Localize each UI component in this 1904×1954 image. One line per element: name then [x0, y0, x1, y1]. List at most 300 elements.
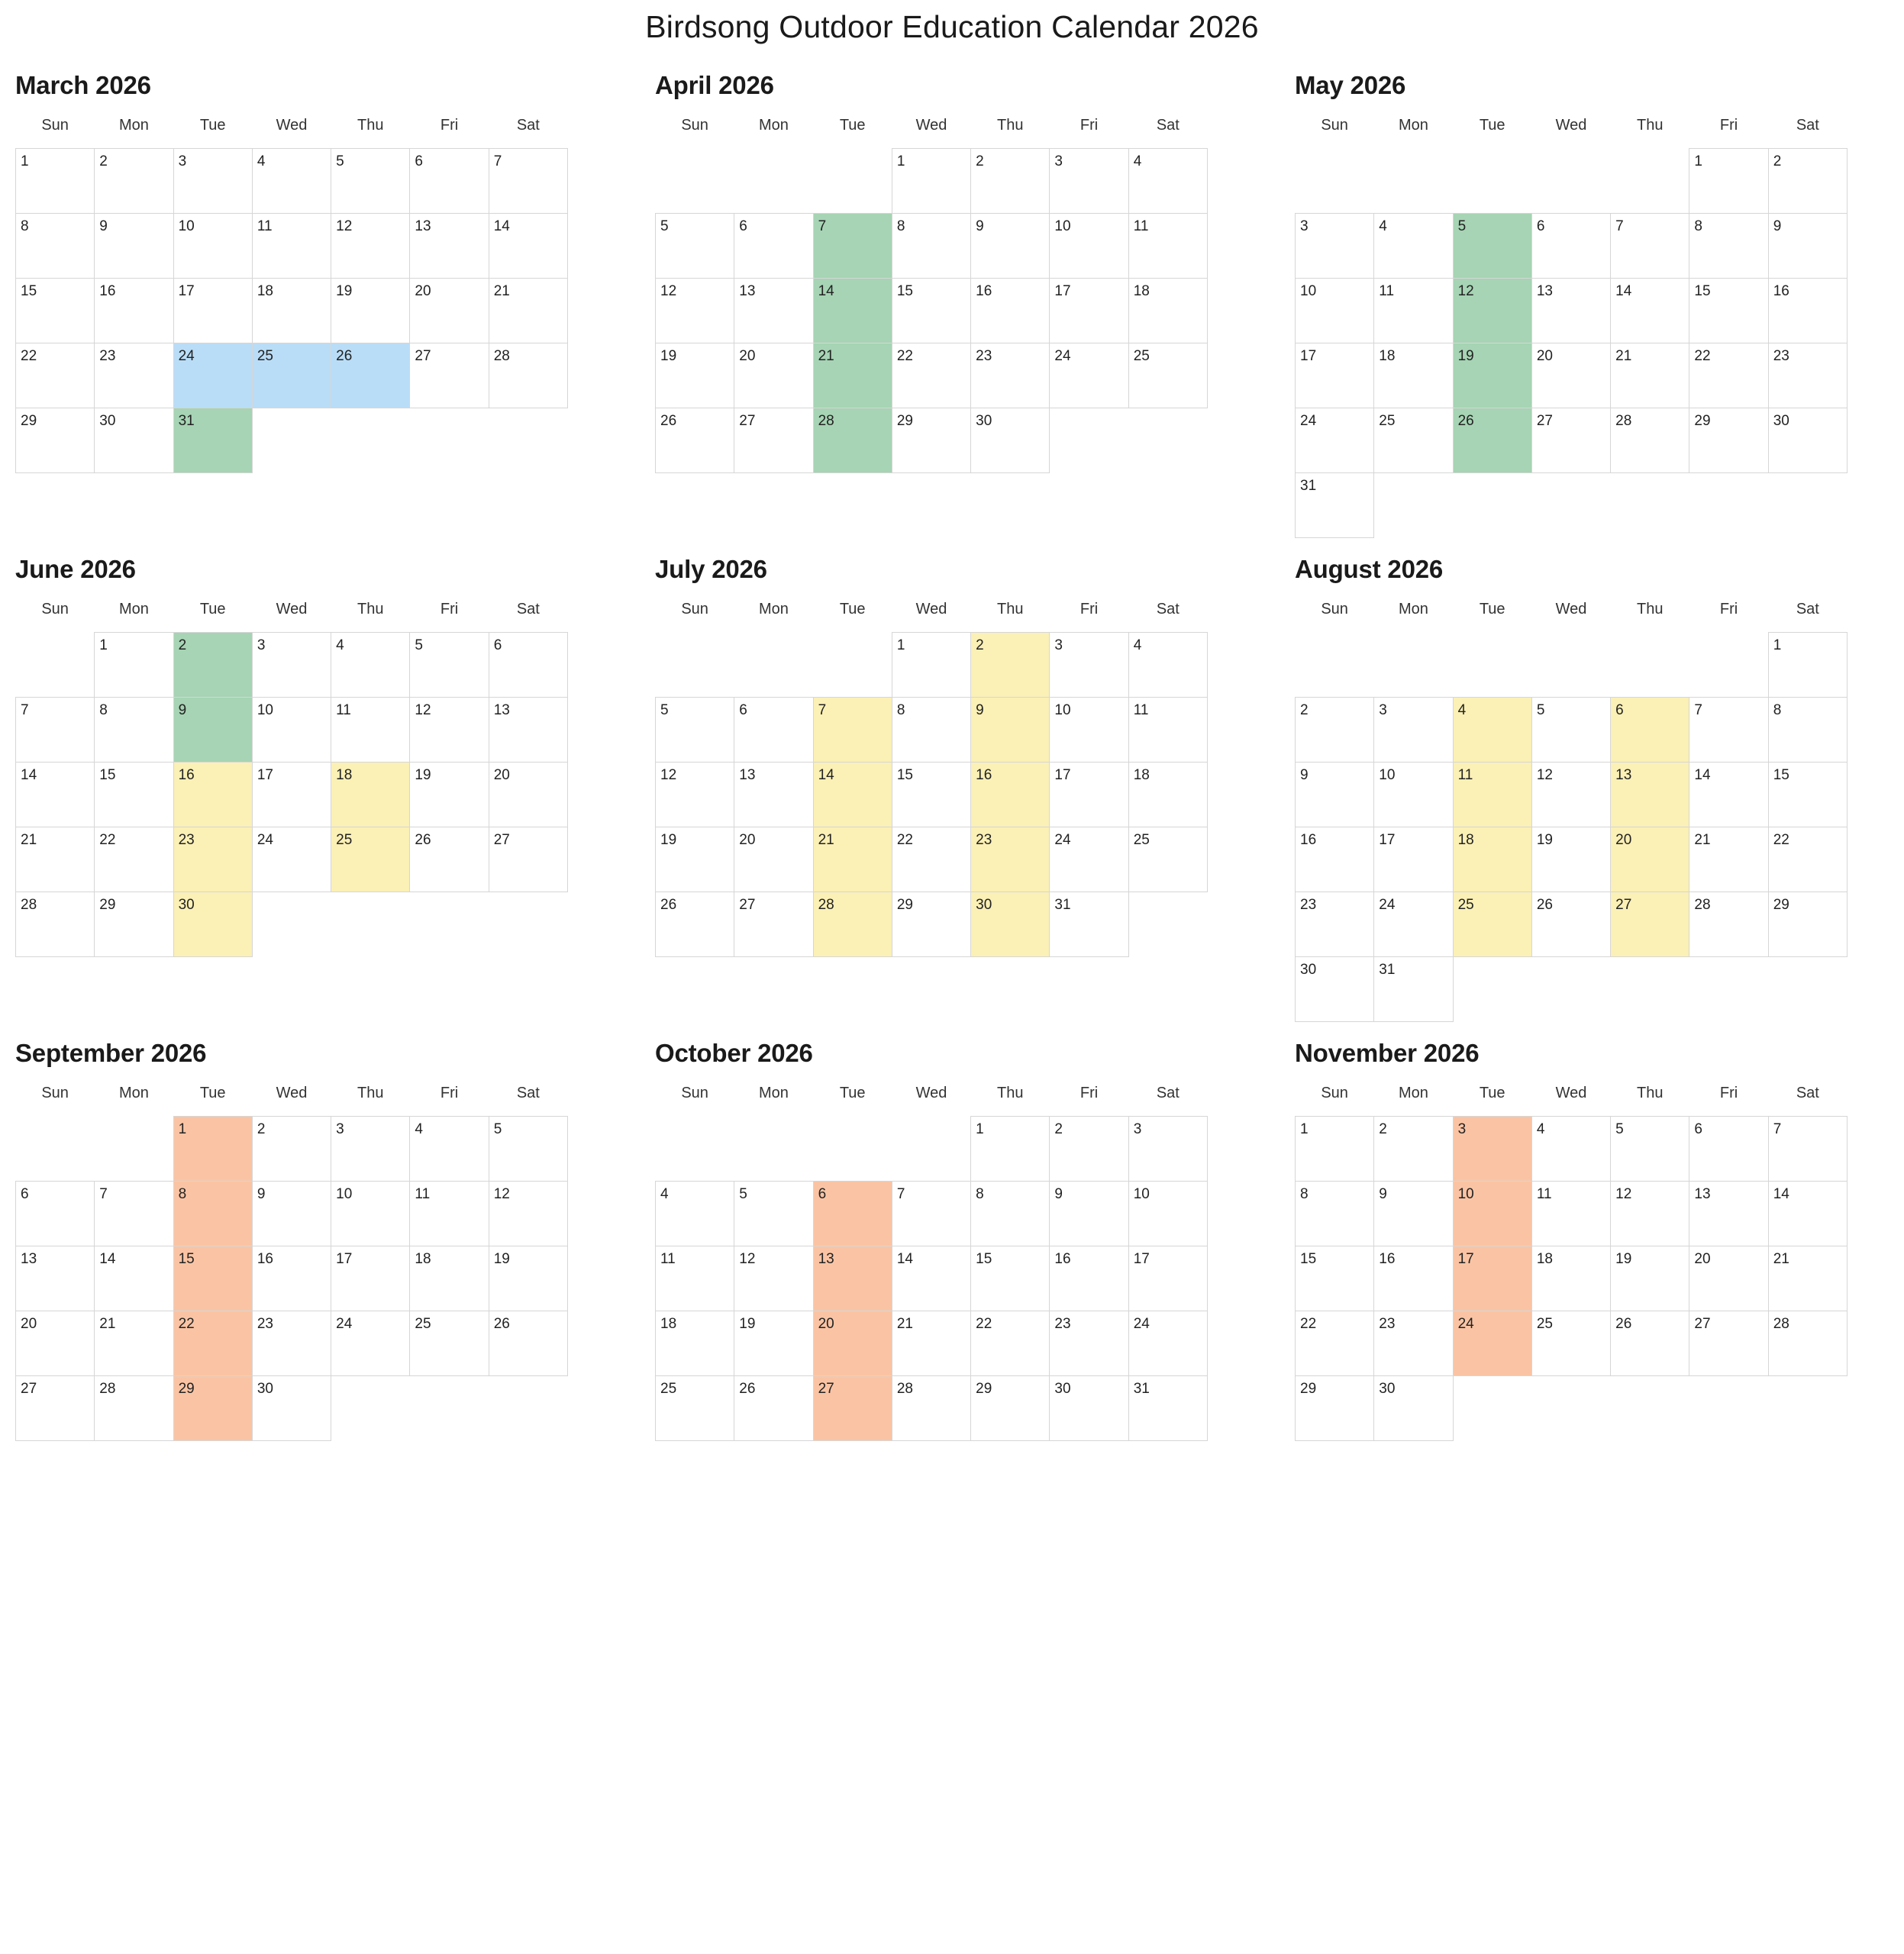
- weekday-header: Sat: [516, 117, 540, 134]
- day-cell[interactable]: [489, 279, 567, 343]
- day-cell[interactable]: [1128, 1117, 1207, 1182]
- day-cell[interactable]: [95, 1376, 173, 1441]
- day-number: 11: [1133, 702, 1149, 718]
- day-cell[interactable]: [734, 1182, 813, 1246]
- day-cell[interactable]: [1374, 1246, 1453, 1311]
- day-cell[interactable]: [971, 1311, 1050, 1376]
- day-cell[interactable]: [1453, 1117, 1531, 1182]
- day-cell[interactable]: [331, 1182, 410, 1246]
- day-cell[interactable]: [656, 408, 734, 473]
- day-cell[interactable]: [1611, 1246, 1689, 1311]
- day-number: 12: [660, 283, 677, 299]
- day-cell[interactable]: [1611, 279, 1689, 343]
- day-cell[interactable]: [16, 1311, 95, 1376]
- day-cell[interactable]: [331, 279, 410, 343]
- day-cell[interactable]: [892, 1246, 970, 1311]
- day-cell[interactable]: [1768, 1246, 1847, 1311]
- day-cell[interactable]: [331, 1311, 410, 1376]
- day-cell[interactable]: [734, 827, 813, 892]
- day-cell[interactable]: [1128, 1182, 1207, 1246]
- day-cell[interactable]: [95, 633, 173, 698]
- day-cell[interactable]: [1374, 1117, 1453, 1182]
- day-cell[interactable]: [1531, 698, 1610, 763]
- day-cell[interactable]: [1453, 892, 1531, 957]
- day-cell[interactable]: [971, 827, 1050, 892]
- day-cell[interactable]: [1611, 827, 1689, 892]
- day-cell[interactable]: [173, 763, 252, 827]
- day-cell[interactable]: [1768, 408, 1847, 473]
- day-cell[interactable]: [1611, 1311, 1689, 1376]
- day-cell[interactable]: [734, 343, 813, 408]
- day-cell[interactable]: [1050, 1311, 1128, 1376]
- day-number: 30: [1054, 1381, 1071, 1397]
- day-cell-empty: [1531, 1376, 1610, 1441]
- day-cell[interactable]: [252, 343, 331, 408]
- day-cell[interactable]: [1050, 279, 1128, 343]
- day-cell[interactable]: [331, 1246, 410, 1311]
- day-cell[interactable]: [1531, 1117, 1610, 1182]
- day-cell[interactable]: [489, 1246, 567, 1311]
- day-cell[interactable]: [1296, 343, 1374, 408]
- day-cell[interactable]: [1050, 827, 1128, 892]
- day-cell[interactable]: [734, 1311, 813, 1376]
- day-cell[interactable]: [16, 149, 95, 214]
- day-cell[interactable]: [252, 1376, 331, 1441]
- day-cell[interactable]: [95, 279, 173, 343]
- day-cell[interactable]: [971, 214, 1050, 279]
- day-cell[interactable]: [173, 633, 252, 698]
- day-cell[interactable]: [1689, 827, 1768, 892]
- day-number: 25: [1133, 348, 1150, 364]
- day-cell[interactable]: [489, 1117, 567, 1182]
- day-cell[interactable]: [1689, 1117, 1768, 1182]
- day-cell[interactable]: [813, 1376, 892, 1441]
- day-cell[interactable]: [813, 408, 892, 473]
- day-cell[interactable]: [410, 698, 489, 763]
- day-cell[interactable]: [331, 827, 410, 892]
- day-cell[interactable]: [95, 408, 173, 473]
- week-row: [16, 892, 568, 957]
- day-cell[interactable]: [656, 1311, 734, 1376]
- day-cell[interactable]: [173, 408, 252, 473]
- day-cell[interactable]: [16, 343, 95, 408]
- day-cell[interactable]: [173, 279, 252, 343]
- day-cell[interactable]: [1689, 892, 1768, 957]
- day-number: 5: [660, 702, 669, 718]
- day-cell[interactable]: [1531, 763, 1610, 827]
- day-cell[interactable]: [971, 892, 1050, 957]
- day-cell[interactable]: [971, 633, 1050, 698]
- day-cell[interactable]: [656, 763, 734, 827]
- day-cell[interactable]: [1611, 408, 1689, 473]
- day-cell[interactable]: [892, 408, 970, 473]
- day-cell[interactable]: [410, 1246, 489, 1311]
- day-cell[interactable]: [1374, 763, 1453, 827]
- day-cell[interactable]: [489, 149, 567, 214]
- day-cell[interactable]: [1768, 763, 1847, 827]
- week-row: [1296, 279, 1848, 343]
- day-cell[interactable]: [1374, 408, 1453, 473]
- day-cell[interactable]: [95, 343, 173, 408]
- day-cell[interactable]: [734, 1376, 813, 1441]
- day-cell[interactable]: [410, 1117, 489, 1182]
- day-cell[interactable]: [16, 763, 95, 827]
- day-cell[interactable]: [1296, 1376, 1374, 1441]
- day-cell[interactable]: [16, 279, 95, 343]
- day-cell[interactable]: [252, 279, 331, 343]
- day-cell[interactable]: [1453, 343, 1531, 408]
- day-cell[interactable]: [1531, 408, 1610, 473]
- day-cell[interactable]: [331, 1117, 410, 1182]
- day-cell[interactable]: [410, 214, 489, 279]
- day-cell[interactable]: [1296, 408, 1374, 473]
- day-cell[interactable]: [331, 698, 410, 763]
- day-cell[interactable]: [95, 214, 173, 279]
- day-cell[interactable]: [95, 149, 173, 214]
- day-cell[interactable]: [173, 1376, 252, 1441]
- day-number: 16: [257, 1251, 273, 1267]
- day-cell[interactable]: [1611, 343, 1689, 408]
- day-cell[interactable]: [971, 408, 1050, 473]
- day-number: 16: [976, 283, 992, 299]
- day-cell[interactable]: [16, 1182, 95, 1246]
- day-cell[interactable]: [1296, 1117, 1374, 1182]
- day-cell[interactable]: [1689, 763, 1768, 827]
- day-cell[interactable]: [971, 1117, 1050, 1182]
- day-cell[interactable]: [1128, 698, 1207, 763]
- day-number: 10: [257, 702, 273, 718]
- day-cell[interactable]: [489, 763, 567, 827]
- day-cell[interactable]: [971, 1182, 1050, 1246]
- week-row: [1296, 1246, 1848, 1311]
- day-cell[interactable]: [331, 343, 410, 408]
- day-cell[interactable]: [95, 892, 173, 957]
- weekday-header: Thu: [1637, 1085, 1664, 1101]
- day-cell[interactable]: [410, 1182, 489, 1246]
- day-cell[interactable]: [1374, 957, 1453, 1022]
- day-cell[interactable]: [1689, 1246, 1768, 1311]
- day-cell[interactable]: [656, 1376, 734, 1441]
- day-cell[interactable]: [1531, 343, 1610, 408]
- day-cell[interactable]: [1768, 633, 1847, 698]
- day-cell[interactable]: [1768, 1117, 1847, 1182]
- day-cell[interactable]: [1050, 763, 1128, 827]
- day-cell[interactable]: [1050, 1182, 1128, 1246]
- day-cell[interactable]: [1689, 698, 1768, 763]
- day-cell[interactable]: [1296, 763, 1374, 827]
- weekday-header: Mon: [1398, 117, 1428, 134]
- day-cell[interactable]: [1531, 892, 1610, 957]
- day-cell[interactable]: [734, 892, 813, 957]
- day-cell[interactable]: [813, 892, 892, 957]
- day-cell[interactable]: [656, 827, 734, 892]
- day-cell[interactable]: [173, 343, 252, 408]
- day-cell[interactable]: [1296, 827, 1374, 892]
- day-cell[interactable]: [1768, 892, 1847, 957]
- day-cell[interactable]: [1296, 892, 1374, 957]
- day-cell[interactable]: [1296, 1311, 1374, 1376]
- day-cell[interactable]: [173, 149, 252, 214]
- day-cell[interactable]: [971, 698, 1050, 763]
- day-cell[interactable]: [16, 408, 95, 473]
- day-cell[interactable]: [1689, 1311, 1768, 1376]
- day-cell[interactable]: [252, 149, 331, 214]
- day-cell[interactable]: [410, 763, 489, 827]
- day-number: 3: [1379, 702, 1387, 718]
- day-cell[interactable]: [1128, 149, 1207, 214]
- day-cell[interactable]: [95, 1182, 173, 1246]
- day-cell[interactable]: [95, 698, 173, 763]
- day-cell-empty: [1531, 473, 1610, 538]
- day-cell[interactable]: [1374, 214, 1453, 279]
- day-cell[interactable]: [1296, 1182, 1374, 1246]
- day-cell[interactable]: [1128, 279, 1207, 343]
- day-cell[interactable]: [1611, 892, 1689, 957]
- day-cell[interactable]: [252, 214, 331, 279]
- day-cell[interactable]: [489, 214, 567, 279]
- day-cell[interactable]: [1531, 827, 1610, 892]
- day-cell[interactable]: [1689, 343, 1768, 408]
- day-cell[interactable]: [734, 214, 813, 279]
- day-cell[interactable]: [1768, 1311, 1847, 1376]
- day-cell[interactable]: [1050, 698, 1128, 763]
- day-cell[interactable]: [971, 279, 1050, 343]
- day-number: 18: [1133, 767, 1150, 783]
- day-cell[interactable]: [813, 1246, 892, 1311]
- day-cell[interactable]: [1531, 214, 1610, 279]
- day-cell[interactable]: [892, 698, 970, 763]
- day-cell[interactable]: [1611, 1182, 1689, 1246]
- month-block: [655, 555, 1249, 1022]
- day-cell[interactable]: [1296, 279, 1374, 343]
- day-cell[interactable]: [1453, 763, 1531, 827]
- day-cell[interactable]: [1128, 763, 1207, 827]
- day-cell[interactable]: [410, 1311, 489, 1376]
- day-cell[interactable]: [173, 1182, 252, 1246]
- day-cell[interactable]: [892, 633, 970, 698]
- day-cell[interactable]: [173, 892, 252, 957]
- day-cell[interactable]: [1050, 149, 1128, 214]
- day-cell[interactable]: [252, 698, 331, 763]
- day-cell[interactable]: [1453, 827, 1531, 892]
- day-number: 14: [818, 767, 834, 783]
- day-cell[interactable]: [1374, 343, 1453, 408]
- day-cell[interactable]: [971, 149, 1050, 214]
- day-cell[interactable]: [331, 214, 410, 279]
- day-cell[interactable]: [971, 1246, 1050, 1311]
- day-cell[interactable]: [656, 1246, 734, 1311]
- day-cell[interactable]: [892, 892, 970, 957]
- day-cell[interactable]: [1453, 1311, 1531, 1376]
- day-cell[interactable]: [1689, 279, 1768, 343]
- day-cell[interactable]: [489, 343, 567, 408]
- day-cell[interactable]: [1768, 149, 1847, 214]
- day-cell[interactable]: [813, 1311, 892, 1376]
- day-cell[interactable]: [813, 827, 892, 892]
- day-cell[interactable]: [892, 827, 970, 892]
- day-cell[interactable]: [410, 827, 489, 892]
- day-cell[interactable]: [656, 279, 734, 343]
- day-cell[interactable]: [173, 214, 252, 279]
- day-cell[interactable]: [1453, 1182, 1531, 1246]
- day-cell[interactable]: [1689, 1182, 1768, 1246]
- day-cell[interactable]: [892, 1311, 970, 1376]
- day-cell[interactable]: [1050, 1117, 1128, 1182]
- day-cell[interactable]: [892, 1182, 970, 1246]
- day-cell[interactable]: [95, 827, 173, 892]
- day-cell[interactable]: [892, 1376, 970, 1441]
- day-cell[interactable]: [16, 892, 95, 957]
- day-cell[interactable]: [410, 279, 489, 343]
- day-number: 29: [1694, 413, 1711, 429]
- day-cell[interactable]: [813, 279, 892, 343]
- day-cell[interactable]: [734, 279, 813, 343]
- day-cell[interactable]: [656, 214, 734, 279]
- day-cell[interactable]: [734, 408, 813, 473]
- day-cell[interactable]: [1128, 214, 1207, 279]
- day-cell[interactable]: [1611, 763, 1689, 827]
- day-cell[interactable]: [1128, 1311, 1207, 1376]
- day-cell[interactable]: [1611, 1117, 1689, 1182]
- day-cell[interactable]: [1768, 698, 1847, 763]
- day-cell[interactable]: [1768, 827, 1847, 892]
- day-cell[interactable]: [410, 343, 489, 408]
- day-cell[interactable]: [813, 698, 892, 763]
- day-cell[interactable]: [1296, 957, 1374, 1022]
- day-cell[interactable]: [1768, 1182, 1847, 1246]
- day-cell[interactable]: [1453, 698, 1531, 763]
- day-cell[interactable]: [892, 279, 970, 343]
- day-cell[interactable]: [1128, 1246, 1207, 1311]
- day-cell[interactable]: [252, 1246, 331, 1311]
- day-cell[interactable]: [1374, 279, 1453, 343]
- day-cell[interactable]: [173, 1311, 252, 1376]
- day-cell[interactable]: [1374, 1182, 1453, 1246]
- day-cell[interactable]: [734, 1246, 813, 1311]
- day-cell[interactable]: [1296, 473, 1374, 538]
- day-cell[interactable]: [1374, 698, 1453, 763]
- day-cell[interactable]: [1453, 279, 1531, 343]
- day-cell[interactable]: [173, 827, 252, 892]
- day-cell[interactable]: [95, 1311, 173, 1376]
- day-cell[interactable]: [656, 1182, 734, 1246]
- day-cell[interactable]: [1768, 279, 1847, 343]
- day-cell[interactable]: [16, 1246, 95, 1311]
- day-cell[interactable]: [1531, 1246, 1610, 1311]
- day-cell[interactable]: [1374, 892, 1453, 957]
- day-cell[interactable]: [1453, 408, 1531, 473]
- day-cell[interactable]: [252, 1182, 331, 1246]
- day-cell[interactable]: [16, 827, 95, 892]
- day-cell[interactable]: [331, 763, 410, 827]
- day-cell[interactable]: [1128, 343, 1207, 408]
- day-cell[interactable]: [892, 149, 970, 214]
- day-cell[interactable]: [173, 1117, 252, 1182]
- day-cell[interactable]: [331, 149, 410, 214]
- day-cell[interactable]: [813, 214, 892, 279]
- day-cell[interactable]: [1531, 1182, 1610, 1246]
- day-cell[interactable]: [16, 1376, 95, 1441]
- day-cell[interactable]: [1768, 343, 1847, 408]
- day-cell[interactable]: [489, 1182, 567, 1246]
- day-cell[interactable]: [173, 698, 252, 763]
- day-cell[interactable]: [1128, 1376, 1207, 1441]
- day-cell-empty: [1531, 633, 1610, 698]
- day-cell[interactable]: [489, 827, 567, 892]
- day-cell[interactable]: [971, 343, 1050, 408]
- month-title: April 2026: [655, 71, 774, 99]
- day-cell[interactable]: [489, 698, 567, 763]
- day-cell[interactable]: [892, 763, 970, 827]
- day-cell[interactable]: [410, 149, 489, 214]
- day-cell[interactable]: [656, 892, 734, 957]
- day-cell[interactable]: [1128, 827, 1207, 892]
- day-cell[interactable]: [656, 343, 734, 408]
- day-cell[interactable]: [1531, 279, 1610, 343]
- day-cell[interactable]: [1296, 698, 1374, 763]
- day-cell[interactable]: [1768, 214, 1847, 279]
- day-cell[interactable]: [252, 1311, 331, 1376]
- day-cell[interactable]: [1453, 1246, 1531, 1311]
- day-cell[interactable]: [1453, 214, 1531, 279]
- day-cell[interactable]: [173, 1246, 252, 1311]
- day-cell[interactable]: [1050, 214, 1128, 279]
- day-cell[interactable]: [1689, 408, 1768, 473]
- day-cell[interactable]: [489, 633, 567, 698]
- day-cell[interactable]: [813, 763, 892, 827]
- day-cell[interactable]: [252, 763, 331, 827]
- day-cell[interactable]: [1374, 1311, 1453, 1376]
- day-cell[interactable]: [734, 698, 813, 763]
- day-cell[interactable]: [813, 1182, 892, 1246]
- day-cell[interactable]: [892, 214, 970, 279]
- day-cell[interactable]: [252, 827, 331, 892]
- day-cell[interactable]: [1689, 149, 1768, 214]
- day-cell[interactable]: [971, 763, 1050, 827]
- day-cell[interactable]: [16, 214, 95, 279]
- day-cell[interactable]: [1531, 1311, 1610, 1376]
- day-cell[interactable]: [1050, 1246, 1128, 1311]
- day-cell[interactable]: [1296, 214, 1374, 279]
- day-cell[interactable]: [1050, 1376, 1128, 1441]
- day-cell[interactable]: [1128, 633, 1207, 698]
- week-row: [16, 408, 568, 473]
- day-cell[interactable]: [971, 1376, 1050, 1441]
- day-number: 16: [1300, 832, 1317, 848]
- day-cell[interactable]: [1611, 214, 1689, 279]
- day-cell[interactable]: [1374, 1376, 1453, 1441]
- day-cell[interactable]: [1050, 633, 1128, 698]
- day-cell[interactable]: [813, 343, 892, 408]
- day-cell[interactable]: [1050, 343, 1128, 408]
- day-cell[interactable]: [1050, 892, 1128, 957]
- day-cell[interactable]: [892, 343, 970, 408]
- day-cell[interactable]: [656, 698, 734, 763]
- day-cell[interactable]: [95, 763, 173, 827]
- day-cell[interactable]: [734, 763, 813, 827]
- day-cell[interactable]: [331, 633, 410, 698]
- day-cell[interactable]: [410, 633, 489, 698]
- day-cell[interactable]: [1296, 1246, 1374, 1311]
- day-cell[interactable]: [252, 1117, 331, 1182]
- day-cell[interactable]: [1689, 214, 1768, 279]
- day-cell[interactable]: [489, 1311, 567, 1376]
- day-cell[interactable]: [1611, 698, 1689, 763]
- day-cell[interactable]: [1374, 827, 1453, 892]
- day-cell[interactable]: [95, 1246, 173, 1311]
- day-cell[interactable]: [252, 633, 331, 698]
- day-cell[interactable]: [16, 698, 95, 763]
